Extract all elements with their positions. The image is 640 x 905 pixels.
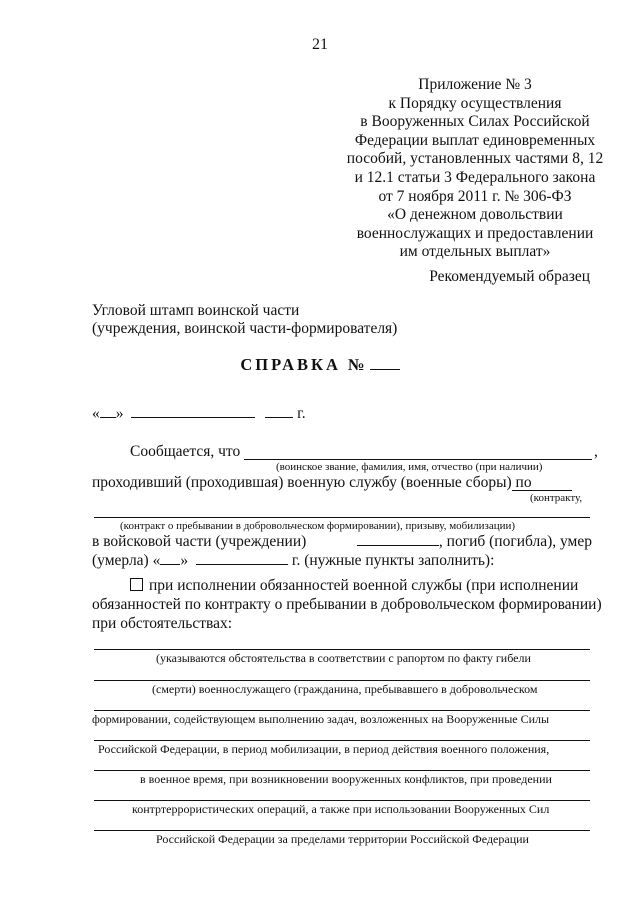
appendix-line: им отдельных выплат»	[399, 243, 551, 261]
contract-hint: (контракту,	[530, 492, 583, 504]
appendix-line: Приложение № 3	[418, 76, 532, 93]
unit-row	[92, 533, 592, 551]
appendix-line: пособий, установленных частями 8, 12	[346, 150, 604, 168]
checkbox-text-1: при исполнении обязанностей военной службы (при исполнении	[149, 577, 579, 594]
stamp-line: (учреждения, воинской части-формирователя)	[92, 320, 398, 337]
died-row	[92, 552, 494, 570]
died-day-field[interactable]	[160, 552, 180, 565]
stamp-line: Угловой штамп воинской части	[92, 302, 300, 319]
date-open-quote: «	[92, 405, 100, 422]
circumstances-hint: (смерти) военнослужащего (гражданина, пребывавшего в добровольческом	[152, 682, 538, 696]
appendix-header	[330, 76, 620, 262]
served-label: проходивший (проходившая) военную службу (военные сборы) по	[92, 474, 532, 491]
died-mid: »	[180, 552, 189, 569]
appendix-line: от 7 ноября 2011 г. № 306-ФЗ	[378, 187, 572, 205]
circumstances-line[interactable]	[94, 710, 590, 711]
circumstances-hint: Российской Федерации, в период мобилизации, в период действия военного положения,	[98, 742, 550, 756]
date-close-quote: »	[115, 405, 124, 422]
comma: ,	[594, 443, 598, 460]
page-number: 21	[312, 36, 328, 53]
unit-end: , погиб (погибла), умер	[438, 533, 592, 550]
informs-label: Сообщается, что	[130, 443, 241, 460]
circumstances-hint: в военное время, при возникновении вооруженных конфликтов, при проведении	[140, 772, 552, 786]
date-row	[92, 405, 306, 423]
checkbox-text-3: при обстоятельствах:	[92, 615, 233, 632]
circumstances-line[interactable]	[94, 649, 590, 650]
appendix-line: и 12.1 статьи 3 Федерального закона	[354, 168, 596, 186]
appendix-line: к Порядку осуществления	[388, 94, 562, 112]
appendix-line: «О денежном довольствии	[387, 206, 563, 224]
contract-full-hint: (контракт о пребывании в добровольческом формировании), призыву, мобилизации)	[120, 520, 516, 532]
circumstances-line[interactable]	[94, 770, 590, 771]
circumstances-line[interactable]	[94, 680, 590, 681]
appendix-line: Федерации выплат единовременных	[354, 131, 596, 149]
number-field[interactable]	[370, 355, 400, 370]
service-basis-field[interactable]	[512, 490, 572, 491]
duty-checkbox[interactable]	[130, 578, 143, 591]
title-text: СПРАВКА №	[240, 355, 368, 374]
died-month-field[interactable]	[196, 552, 288, 565]
year-field[interactable]	[265, 405, 293, 418]
unit-field[interactable]	[357, 533, 439, 546]
circumstances-line[interactable]	[94, 830, 590, 831]
circumstances-line[interactable]	[94, 740, 590, 741]
checkbox-text-2: обязанностей по контракту о пребывании в добровольческом формировании)	[92, 596, 602, 613]
year-suffix: г.	[297, 405, 306, 422]
service-basis-field-2[interactable]	[94, 517, 590, 518]
person-field[interactable]	[244, 459, 592, 460]
appendix-line: в Вооруженных Силах Российской	[360, 113, 590, 131]
circumstances-hint: формировании, содействующем выполнению задач, возложенных на Вооруженные Силы	[92, 712, 550, 726]
circumstances-line[interactable]	[94, 800, 590, 801]
checkbox-row	[130, 577, 592, 595]
died-start: (умерла) «	[92, 552, 161, 569]
day-field[interactable]	[100, 405, 116, 418]
corner-stamp	[92, 302, 397, 338]
document-title	[0, 355, 640, 375]
month-field[interactable]	[131, 405, 255, 418]
circumstances-hint: (указываются обстоятельства в соответствии с рапортом по факту гибели	[156, 651, 531, 665]
sample-label: Рекомендуемый образец	[429, 268, 590, 285]
circumstances-hint: контртеррористических операций, а также при использовании Вооруженных Сил	[132, 802, 550, 816]
appendix-line: военнослужащих и предоставлении	[356, 224, 594, 242]
circumstances-hint: Российской Федерации за пределами территории Российской Федерации	[156, 832, 529, 846]
person-hint: (воинское звание, фамилия, имя, отчество (при наличии)	[276, 461, 543, 473]
died-end: г. (нужные пункты заполнить):	[291, 552, 495, 569]
unit-label: в войсковой части (учреждении)	[92, 533, 307, 550]
